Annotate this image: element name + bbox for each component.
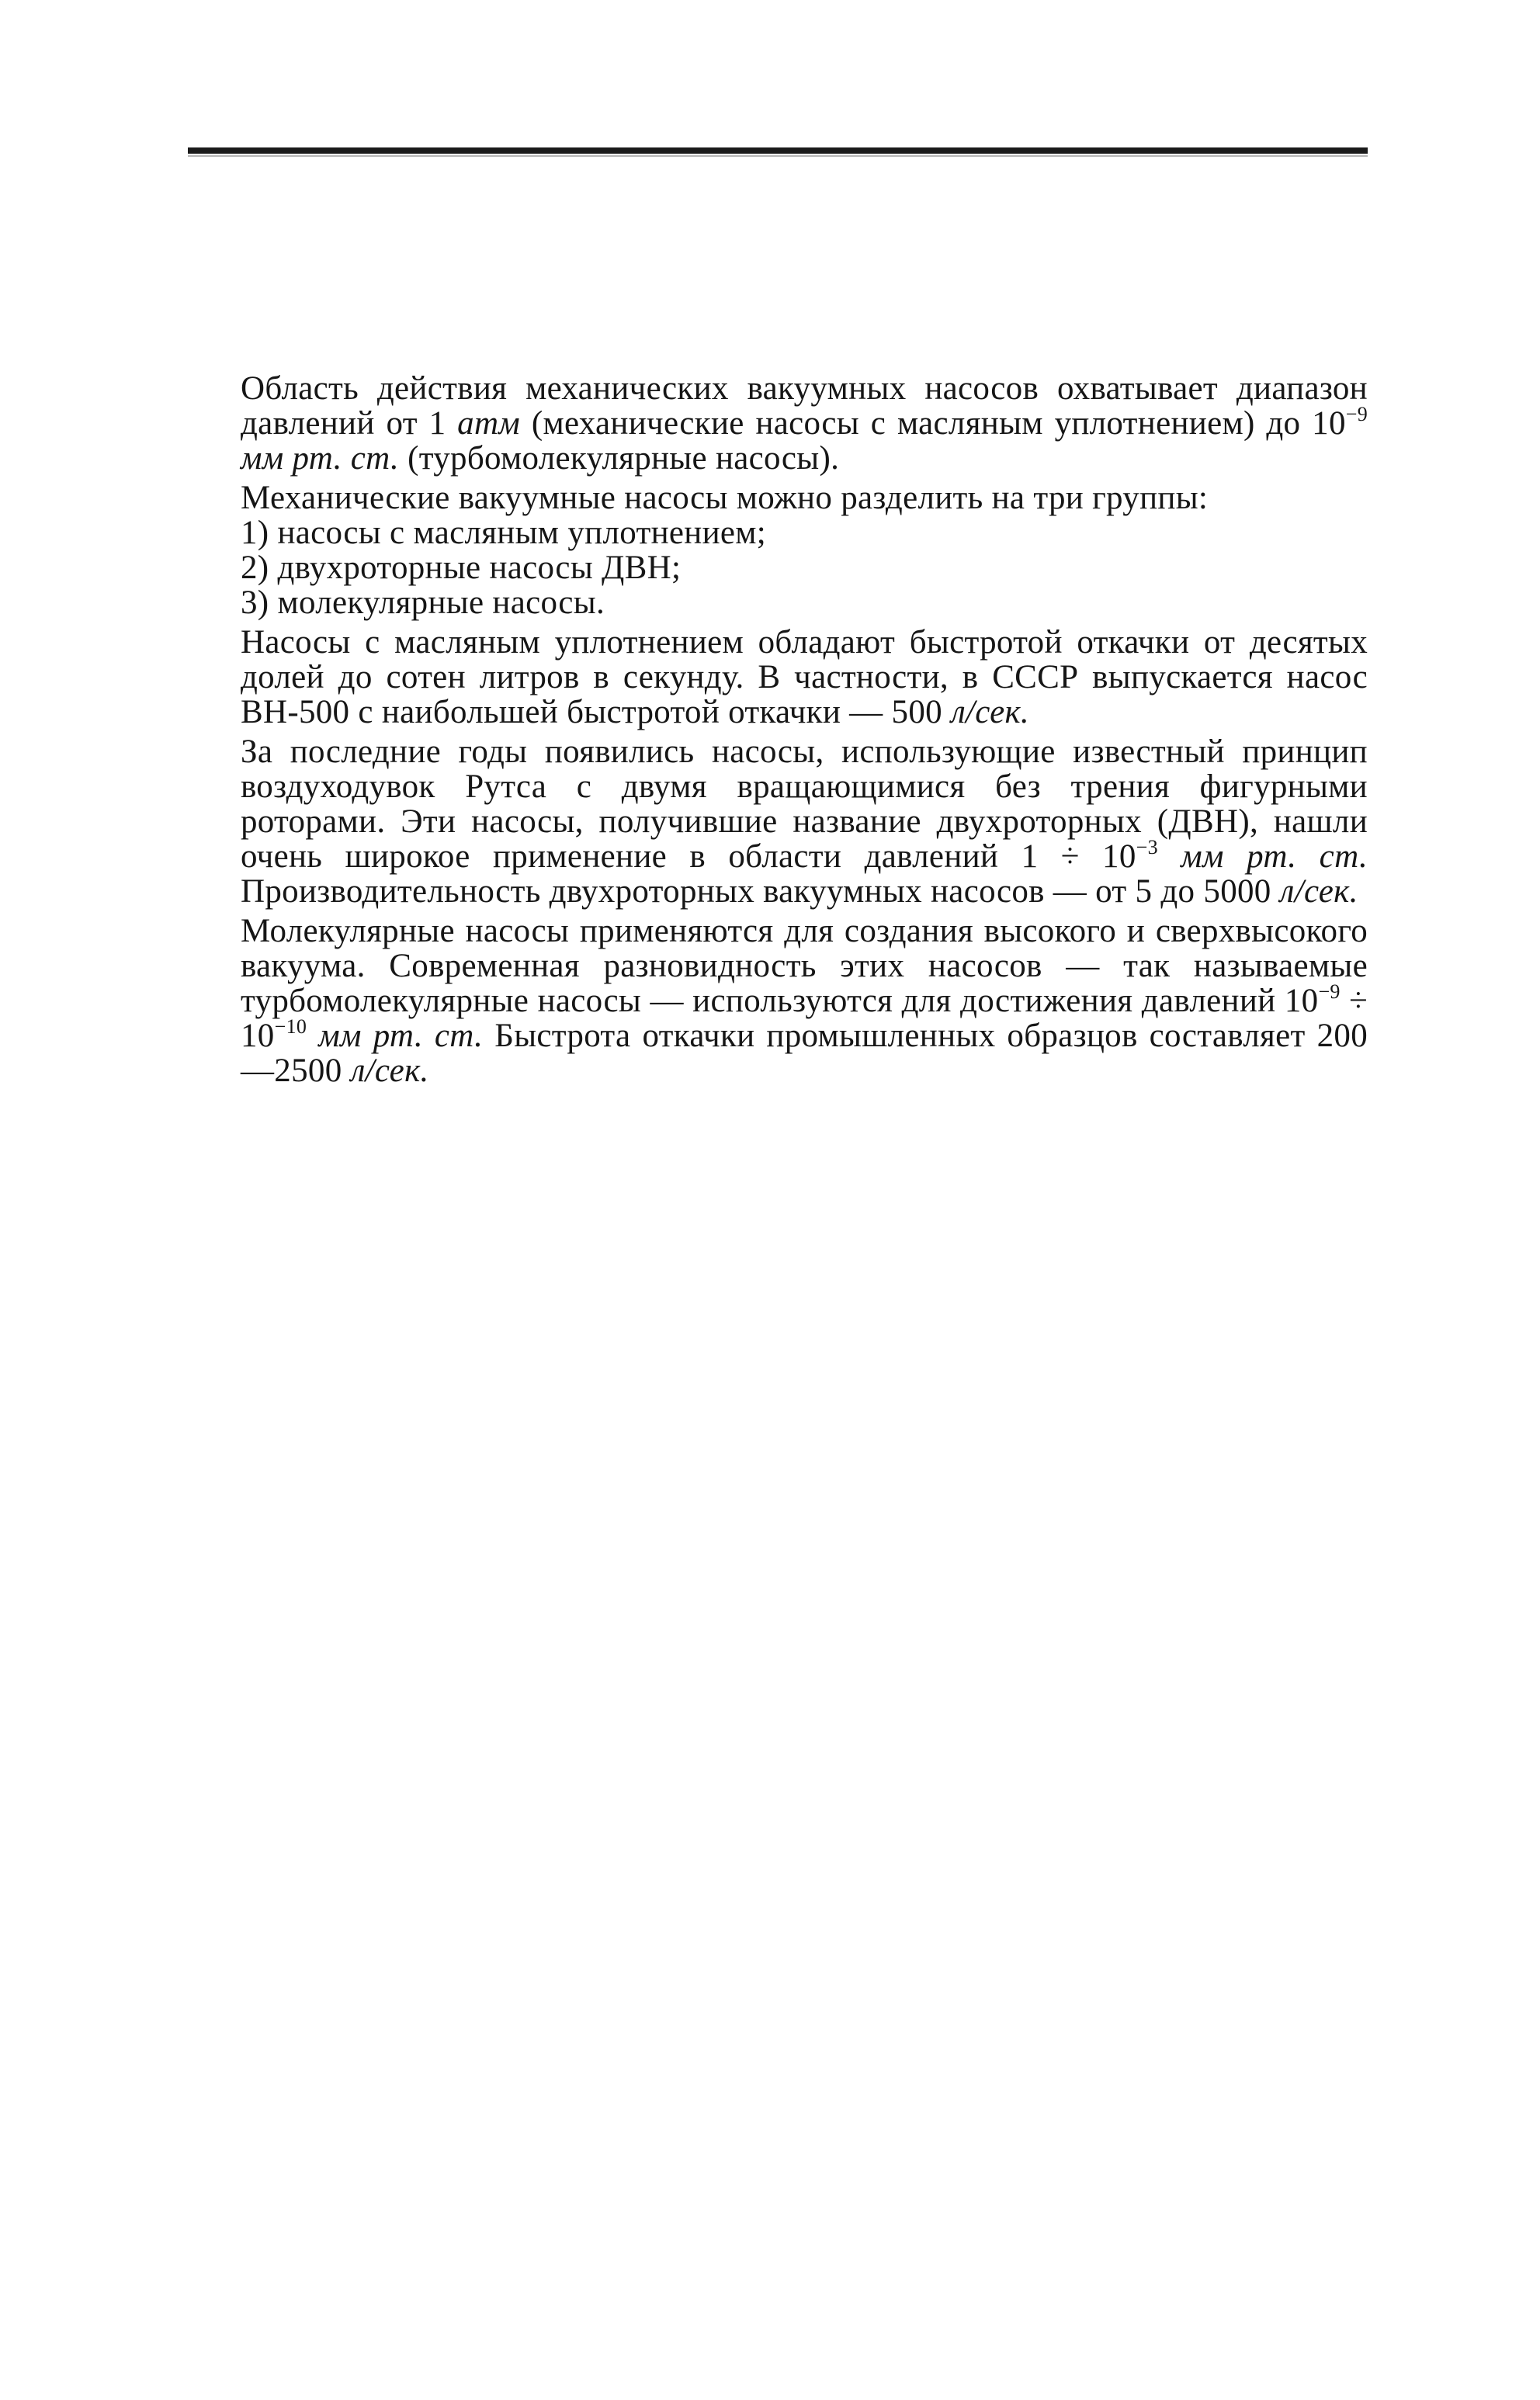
unit-mm-hg: мм рт. ст. <box>1181 838 1368 875</box>
unit-l-sec: л/сек. <box>350 1053 429 1089</box>
p3-text-a: Насосы с масляным уплотнением обладают быстротой откачки от десятых долей до сотен литров в секунду. В частности, в СССР выпускается насос ВН-500 с наибольшей быстротой откачки — 500 <box>241 624 1368 730</box>
paragraph-groups <box>241 480 1368 620</box>
p5-text-a: Молекулярные насосы применяются для создания высокого и сверхвысокого вакуума. Современная разновидность этих насосов — так называемые турбомолекулярные насосы — используются для достижения давлений 10 <box>241 913 1368 1019</box>
exponent: −9 <box>1318 980 1341 1003</box>
unit-l-sec: л/сек. <box>950 694 1029 730</box>
header-rule <box>188 147 1368 154</box>
paragraph-oil-seal <box>241 625 1368 730</box>
exponent: −10 <box>274 1014 307 1038</box>
p5-text-b: ÷ 10 <box>241 983 1368 1054</box>
p1-text-a: Область действия механических вакуумных насосов охватывает диапазон давлений от 1 <box>241 370 1368 442</box>
groups-list <box>241 515 1368 620</box>
list-item: 2) двухроторные насосы ДВН; <box>241 550 682 586</box>
unit-mm-hg: мм рт. ст. <box>318 1018 484 1054</box>
unit-atm: атм <box>457 405 521 442</box>
exponent: −3 <box>1136 835 1158 858</box>
list-item: 3) молекулярные насосы. <box>241 584 605 621</box>
page-body <box>241 371 1368 1093</box>
spacer <box>1158 838 1181 875</box>
paragraph-molecular <box>241 914 1368 1088</box>
unit-mm-hg: мм рт. ст. <box>241 440 400 477</box>
p4-text-a: За последние годы появились насосы, использующие известный принцип воздуходувок Рутса с двумя вращающимися без трения фигурными роторами. Эти насосы, получившие название двухроторных (ДВН), нашли очень широкое применение в области давлений 1 ÷ 10 <box>241 734 1368 875</box>
paragraph-roots <box>241 734 1368 909</box>
unit-l-sec: л/сек. <box>1279 873 1358 910</box>
list-item: 1) насосы с масляным уплотнением; <box>241 515 767 551</box>
p1-text-b: (механические насосы с масляным уплотнением) до 10 <box>520 405 1346 442</box>
p1-text-d: (турбомолекулярные насосы). <box>399 440 840 477</box>
exponent: −9 <box>1345 402 1368 425</box>
paragraph-range <box>241 371 1368 476</box>
p5-text-d: Быстрота откачки промышленных образцов составляет 200—2500 <box>241 1018 1368 1089</box>
spacer <box>307 1018 318 1054</box>
groups-intro: Механические вакуумные насосы можно разделить на три группы: <box>241 480 1209 516</box>
p4-text-c: Производительность двухроторных вакуумных насосов — от 5 до 5000 <box>241 873 1280 910</box>
